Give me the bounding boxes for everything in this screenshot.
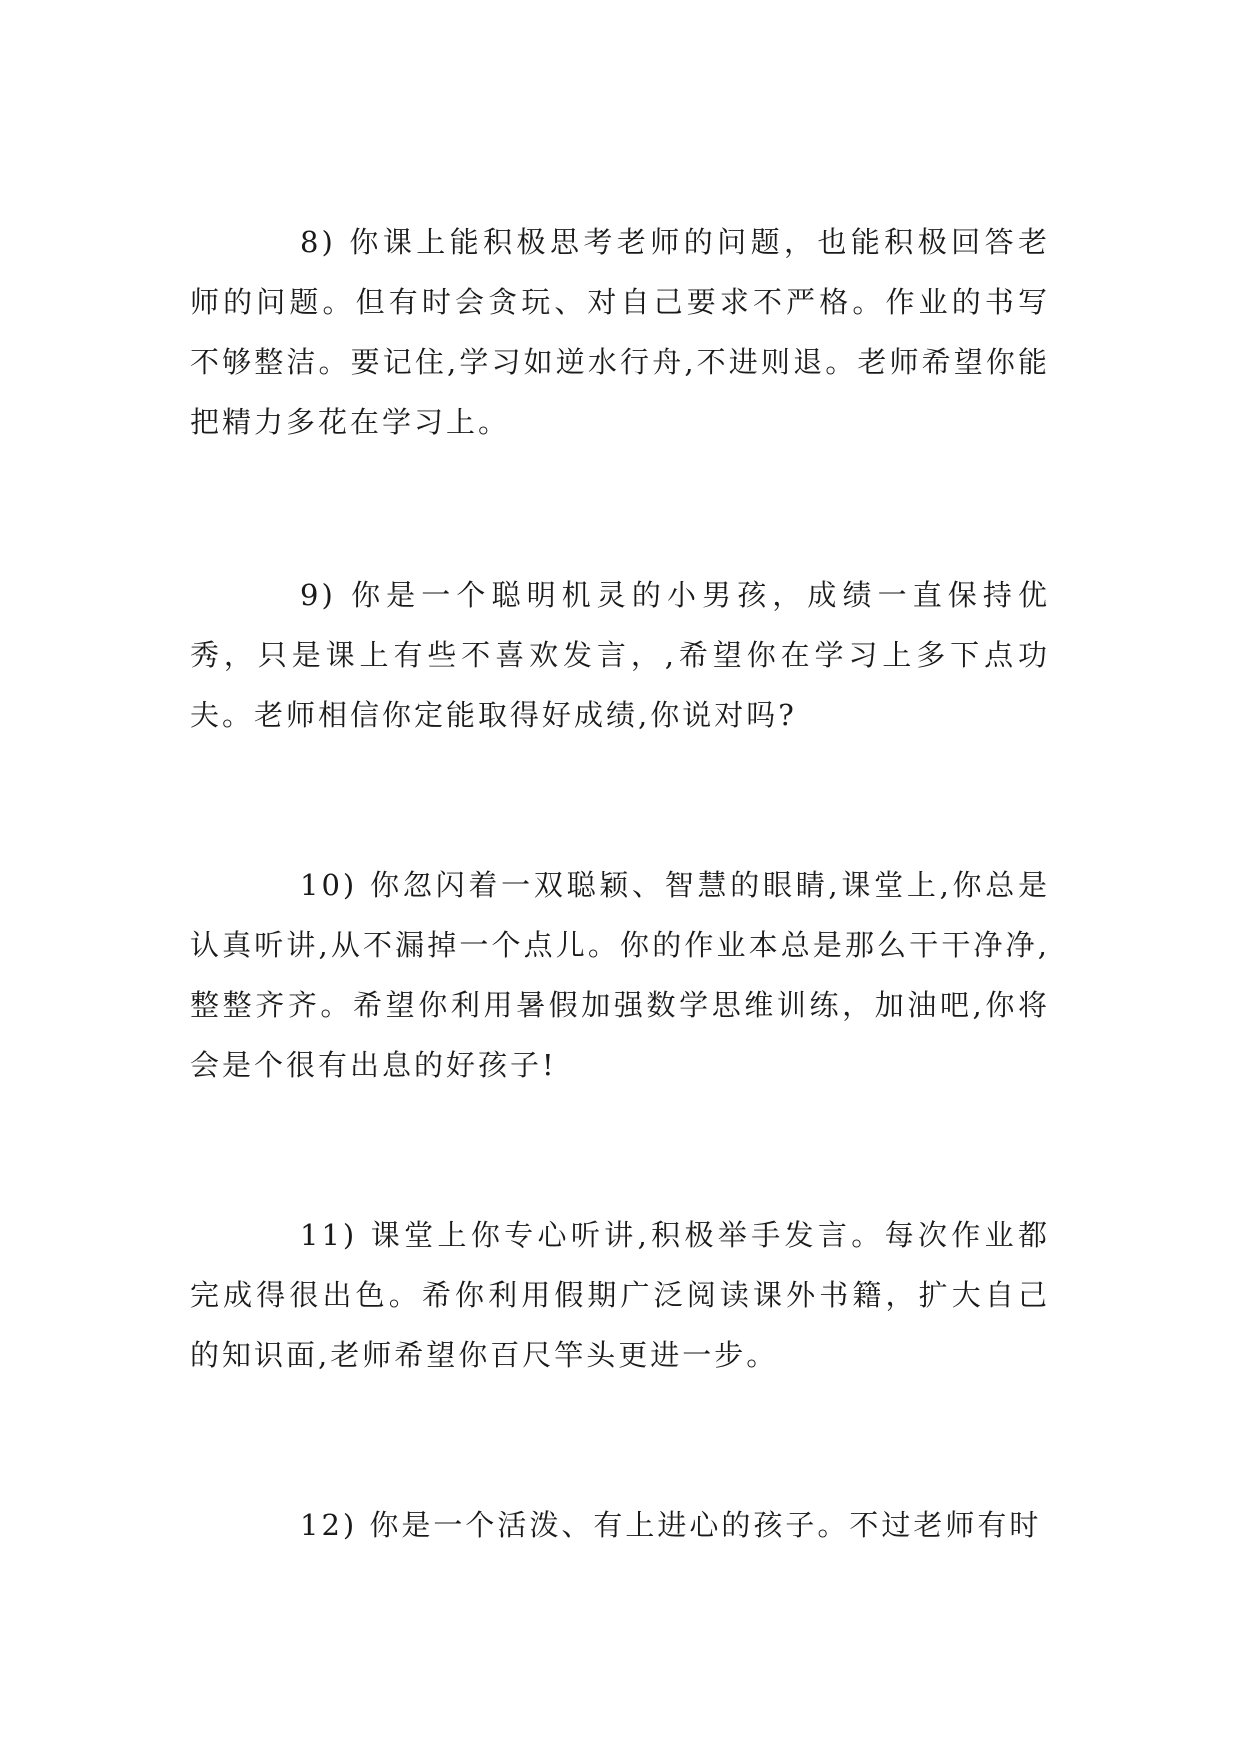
comment-paragraph-8: 8) 你课上能积极思考老师的问题，也能积极回答老师的问题。但有时会贪玩、对自己要求不严格。作业的书写不够整洁。要记住,学习如逆水行舟,不进则退。老师希望你能把精力多花在学习上。 [190,225,1050,439]
comment-paragraph-12: 12) 你是一个活泼、有上进心的孩子。不过老师有时 [300,1508,1042,1542]
comment-paragraph-9: 9) 你是一个聪明机灵的小男孩，成绩一直保持优秀，只是课上有些不喜欢发言，,希望你在学习上多下点功夫。老师相信你定能取得好成绩,你说对吗? [190,578,1050,732]
comment-paragraph-10: 10) 你忽闪着一双聪颖、智慧的眼睛,课堂上,你总是认真听讲,从不漏掉一个点儿。你的作业本总是那么干干净净,整整齐齐。希望你利用暑假加强数学思维训练，加油吧,你将会是个很有出息的好孩子! [190,868,1050,1082]
comment-paragraph-11: 11) 课堂上你专心听讲,积极举手发言。每次作业都完成得很出色。希你利用假期广泛阅读课外书籍，扩大自己的知识面,老师希望你百尺竿头更进一步。 [190,1218,1050,1372]
